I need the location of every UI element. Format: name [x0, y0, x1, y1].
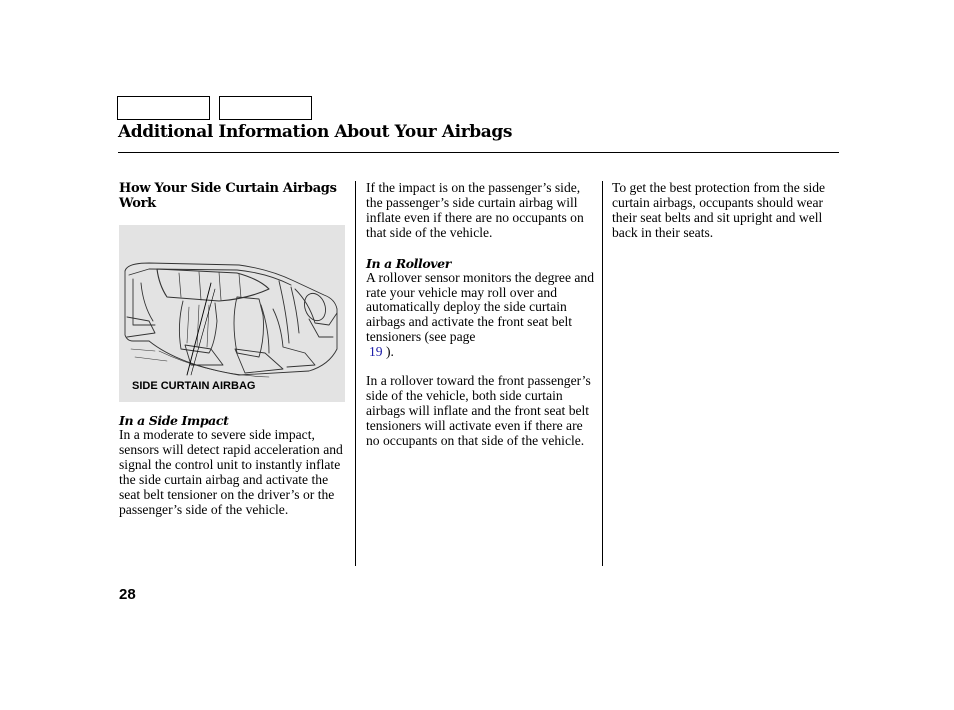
paragraph: In a rollover toward the front passenger’s side of the vehicle, both side curtain airbags will inflate and the front seat belt tensioners will activate even if there are no occupants on that side of the vehicle. — [366, 373, 591, 448]
column-divider — [355, 181, 356, 566]
nav-tab-main[interactable] — [117, 96, 210, 120]
section-heading: How Your Side Curtain Airbags Work — [119, 181, 337, 211]
paragraph-with-link — [366, 271, 598, 360]
column-3 — [612, 181, 837, 241]
car-interior-illustration — [119, 225, 345, 402]
page-number: 28 — [119, 586, 136, 603]
column-divider — [602, 181, 603, 566]
paragraph-text: A rollover sensor monitors the degree and rate your vehicle may roll over and automatically deploy the side curtain airbags and activate the front seat belt tensioners (see page — [366, 269, 595, 345]
side-curtain-airbag-figure — [119, 225, 345, 402]
column-1 — [119, 181, 349, 517]
figure-caption: SIDE CURTAIN AIRBAG — [132, 380, 256, 392]
column-2 — [366, 181, 598, 449]
paragraph: If the impact is on the passenger’s side, the passenger’s side curtain airbag will inflate even if there are no occupants on that side of the vehicle. — [366, 180, 584, 240]
page-reference-link[interactable]: 19 — [369, 344, 383, 360]
paragraph-text: ). — [386, 344, 394, 360]
paragraph: To get the best protection from the side curtain airbags, occupants should wear their seat belts and sit upright and well back in their seats. — [612, 180, 826, 240]
nav-tab-index[interactable] — [219, 96, 312, 120]
paragraph: In a moderate to severe side impact, sensors will detect rapid acceleration and signal the control unit to instantly inflate the side curtain airbag and activate the seat belt tensioner on the driver’s or the passenger’s side of the vehicle. — [119, 427, 343, 517]
subheading-rollover: In a Rollover — [366, 255, 451, 271]
subheading-side-impact: In a Side Impact — [119, 413, 229, 428]
page-title: Additional Information About Your Airbags — [118, 122, 513, 142]
title-rule — [118, 152, 839, 153]
